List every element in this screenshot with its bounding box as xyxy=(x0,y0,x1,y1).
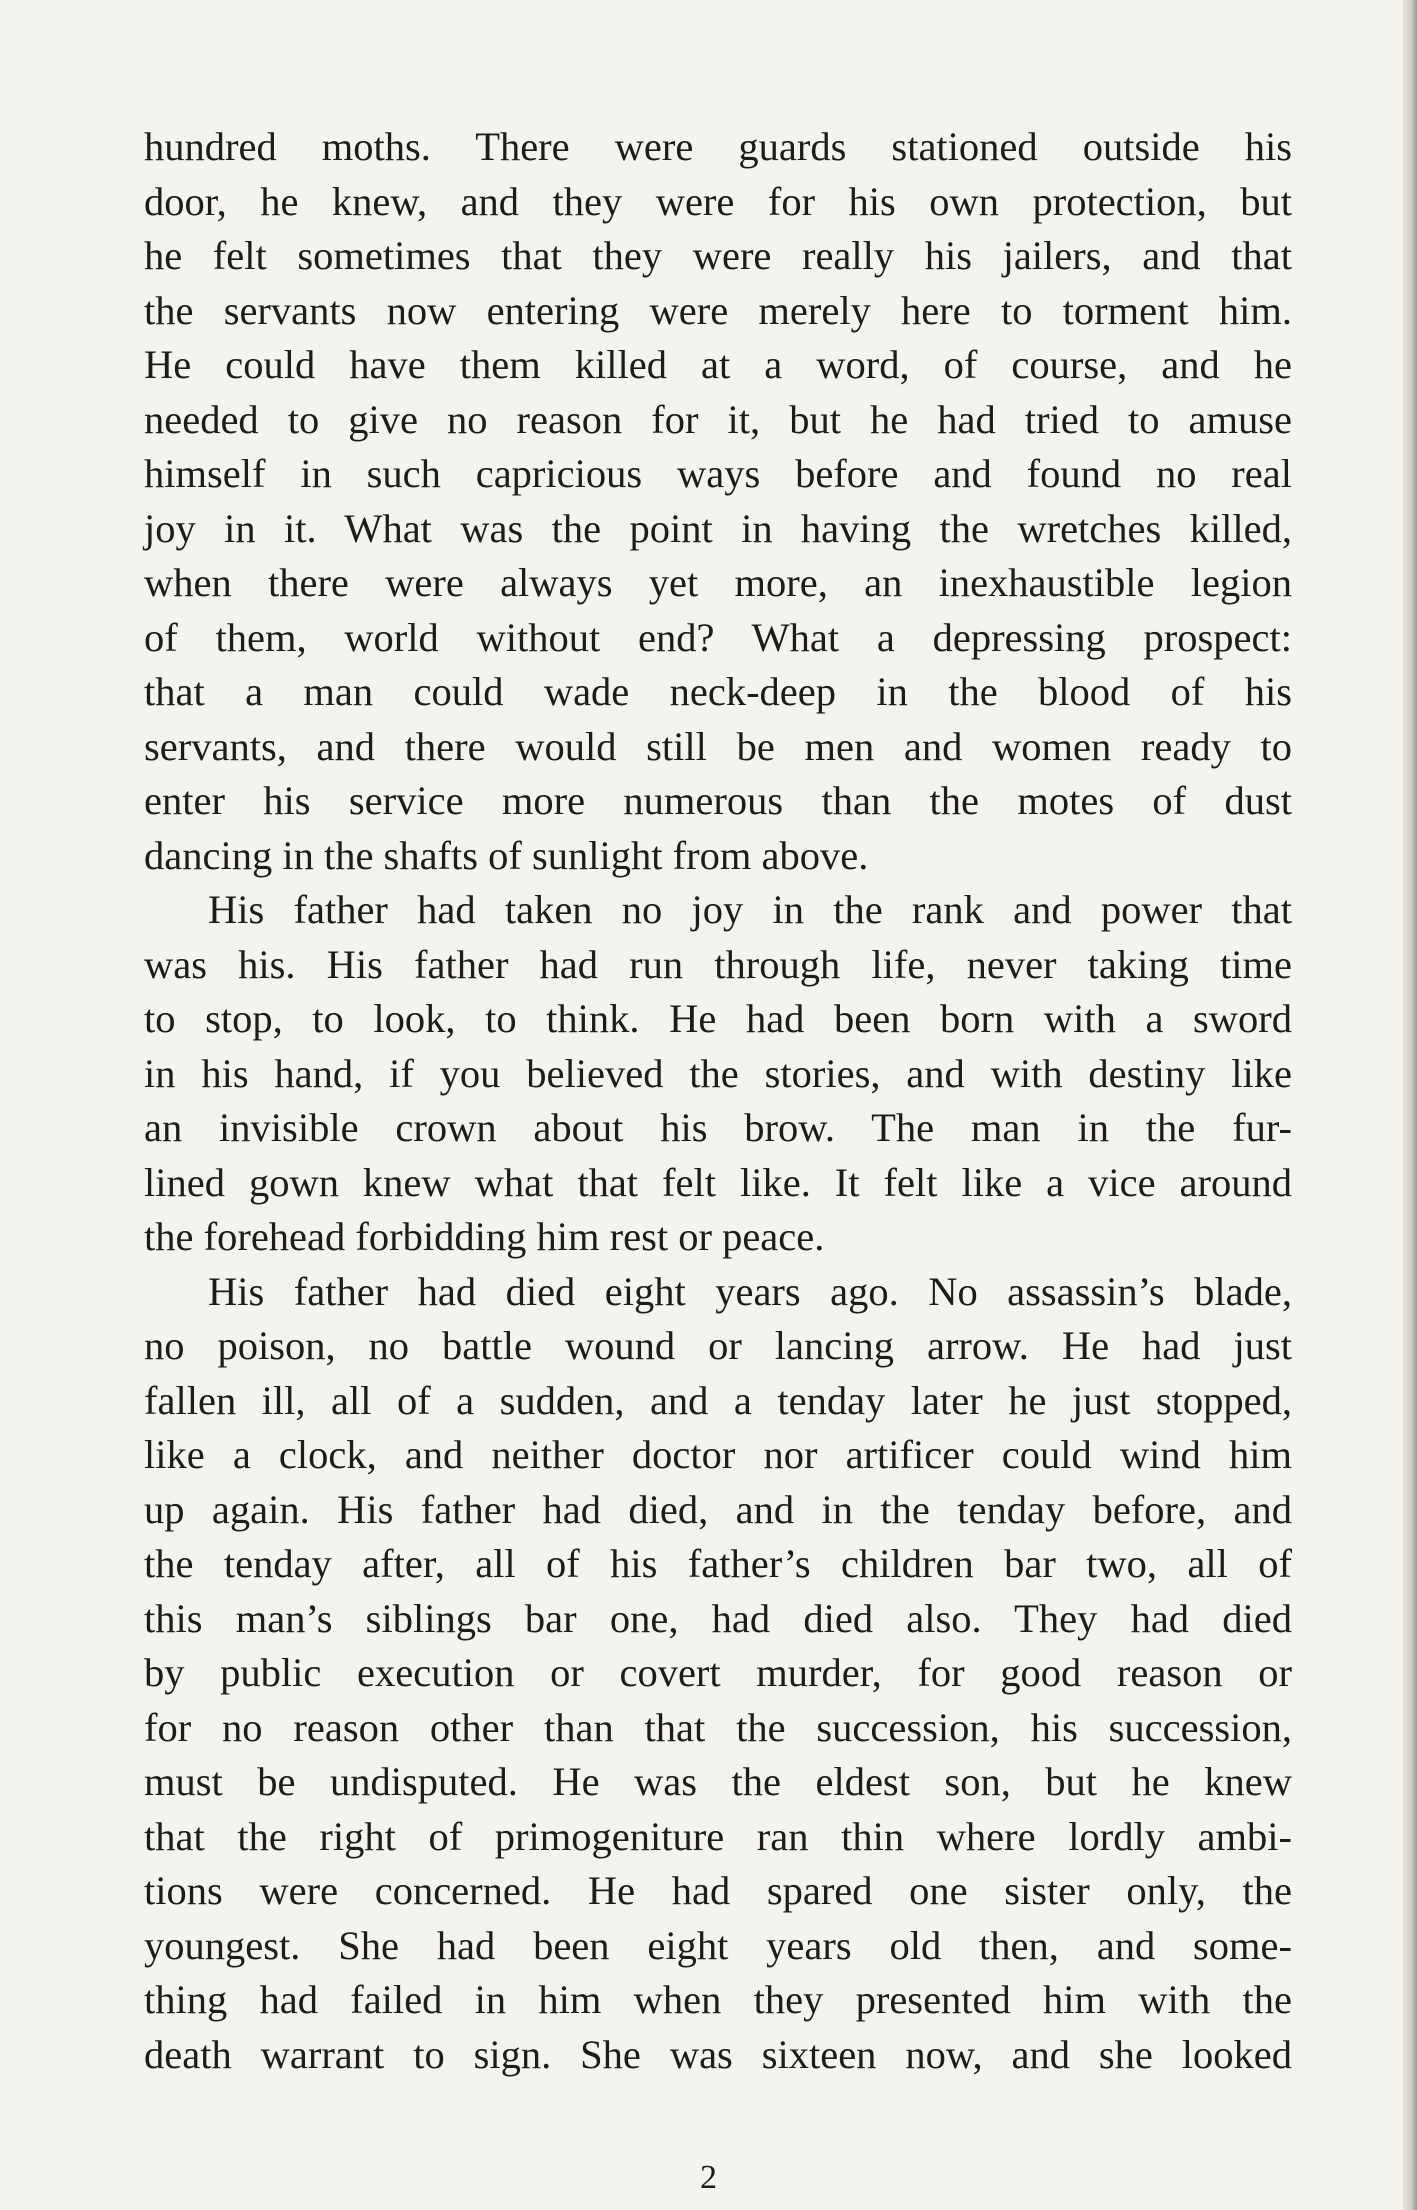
text-line: lined gown knew what that felt like. It felt like a vice around xyxy=(144,1159,1292,1205)
text-line: servants, and there would still be men and women ready to xyxy=(144,723,1292,769)
text-line: he felt sometimes that they were really his jailers, and that xyxy=(144,233,1292,278)
text-line: an invisible crown about his brow. The man in the fur- xyxy=(144,1105,1292,1150)
text-line: fallen ill, all of a sudden, and a tenday later he just stopped, xyxy=(144,1377,1292,1423)
text-line: that the right of primogeniture ran thin where lordly ambi- xyxy=(144,1813,1292,1859)
text-line: the tenday after, all of his father’s children bar two, all of xyxy=(144,1541,1292,1586)
text-line: of them, world without end? What a depressing prospect: xyxy=(144,614,1292,660)
text-line: death warrant to sign. She was sixteen now, and she looked xyxy=(144,2031,1292,2077)
text-line: thing had failed in him when they presented him with the xyxy=(144,1977,1292,2022)
text-line: himself in such capricious ways before and found no real xyxy=(144,451,1292,496)
text-line: that a man could wade neck-deep in the blood of his xyxy=(144,669,1292,714)
text-line: His father had taken no joy in the rank and power that xyxy=(208,887,1292,932)
text-line: must be undisputed. He was the eldest son, but he knew xyxy=(144,1759,1292,1804)
text-line: He could have them killed at a word, of course, and he xyxy=(144,342,1292,387)
text-line: like a clock, and neither doctor nor artificer could wind him xyxy=(144,1432,1292,1477)
text-line: youngest. She had been eight years old then, and some- xyxy=(144,1922,1292,1968)
text-line: His father had died eight years ago. No assassin’s blade, xyxy=(208,1268,1292,1314)
text-line: by public execution or covert murder, for good reason or xyxy=(144,1650,1292,1695)
text-line: was his. His father had run through life, never taking time xyxy=(144,941,1292,987)
page-number: 2 xyxy=(700,2159,717,2196)
page-edge-shadow xyxy=(1403,0,1417,2210)
text-line: the forehead forbidding him rest or peace. xyxy=(144,1214,825,1259)
text-line: joy in it. What was the point in having the wretches killed, xyxy=(144,505,1292,551)
text-line: this man’s siblings bar one, had died also. They had died xyxy=(144,1595,1292,1641)
text-line: no poison, no battle wound or lancing arrow. He had just xyxy=(144,1323,1292,1368)
text-line: when there were always yet more, an inexhaustible legion xyxy=(144,560,1292,605)
text-line: door, he knew, and they were for his own protection, but xyxy=(144,178,1292,224)
text-line: hundred moths. There were guards stationed outside his xyxy=(144,124,1292,169)
text-line: up again. His father had died, and in the tenday before, and xyxy=(144,1486,1292,1532)
text-line: to stop, to look, to think. He had been born with a sword xyxy=(144,996,1292,1041)
text-line: needed to give no reason for it, but he had tried to amuse xyxy=(144,396,1292,442)
text-line: the servants now entering were merely here to torment him. xyxy=(144,287,1292,333)
text-line: dancing in the shafts of sunlight from above. xyxy=(144,832,869,878)
text-line: enter his service more numerous than the motes of dust xyxy=(144,778,1292,823)
text-line: in his hand, if you believed the stories, and with destiny like xyxy=(144,1050,1292,1096)
body-text xyxy=(144,120,1292,2082)
text-line: tions were concerned. He had spared one sister only, the xyxy=(144,1868,1292,1913)
text-line: for no reason other than that the succession, his succession, xyxy=(144,1704,1292,1750)
